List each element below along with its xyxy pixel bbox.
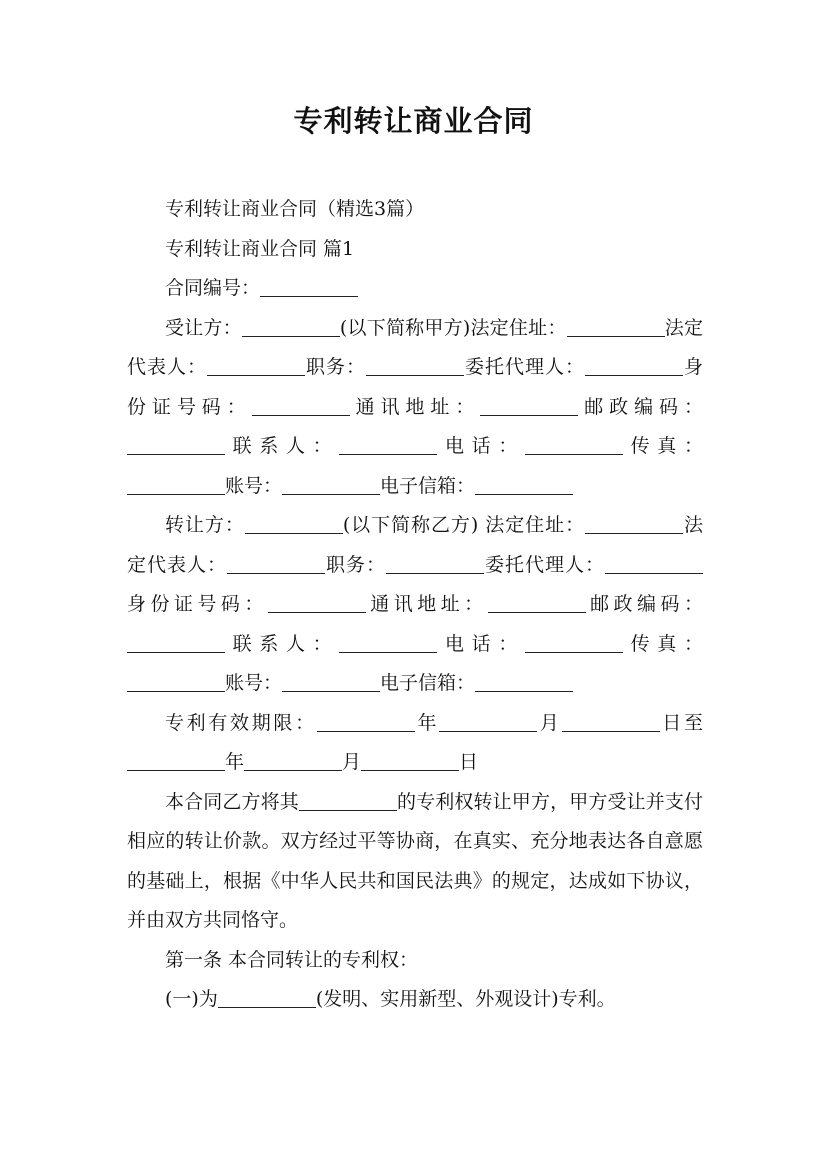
validity-start-month-unit: 月 <box>537 711 562 734</box>
intro-part-1: 本合同乙方将其 <box>165 790 299 813</box>
contract-number-label: 合同编号： <box>165 277 261 299</box>
party-b-id-label: 身份证号码： <box>127 593 268 615</box>
validity-start-year-unit: 年 <box>414 711 440 734</box>
party-b-mail-address-blank <box>488 593 586 613</box>
party-a-name-blank <box>242 317 340 337</box>
party-a-paragraph <box>127 309 703 507</box>
intro-patent-blank <box>299 791 397 811</box>
intro-part-2: 的专利权转让甲方，甲方受让并支付相应的转让价款。双方经过平等协商，在真实、充分地表达各自意愿的基础上，根据《中华人民共和国民法典》的规定，达成如下协议，并由双方共同恪守。 <box>127 790 703 931</box>
party-b-postcode-label: 邮政编码： <box>585 593 703 615</box>
party-a-id-blank <box>252 396 350 416</box>
validity-end-month-unit: 月 <box>342 751 362 773</box>
party-a-agent-blank <box>585 356 683 376</box>
contract-number-blank <box>260 277 358 297</box>
party-b-agent-label: 委托代理人： <box>484 553 605 576</box>
party-b-email-label: 电子信箱： <box>380 672 476 694</box>
part-heading: 专利转让商业合同 篇1 <box>165 237 355 260</box>
contract-number-line <box>127 269 703 309</box>
party-b-agent-blank <box>605 554 703 574</box>
party-a-account-blank <box>282 475 380 495</box>
party-b-address-blank <box>585 514 683 534</box>
party-b-email-blank <box>475 672 573 692</box>
party-a-contact-blank <box>339 435 437 455</box>
party-b-account-label: 账号： <box>225 672 283 694</box>
party-a-mail-address-blank <box>480 396 578 416</box>
party-b-account-blank <box>282 672 380 692</box>
party-a-legal-rep-blank <box>207 356 305 376</box>
item-1-type-blank <box>218 988 316 1008</box>
article-1-item-1 <box>127 980 703 1020</box>
validity-paragraph <box>127 704 703 783</box>
validity-end-month-blank <box>244 751 342 771</box>
party-a-phone-label: 电话： <box>437 435 525 457</box>
party-b-contact-label: 联系人： <box>225 632 340 655</box>
party-a-email-blank <box>475 475 573 495</box>
party-b-contact-blank <box>339 633 437 653</box>
validity-start-day-blank <box>562 712 660 732</box>
party-a-id-label: 身份证号码： <box>127 356 703 418</box>
article-1-heading: 第一条 本合同转让的专利权： <box>165 948 419 971</box>
party-a-postcode-blank <box>127 435 225 455</box>
item-1-suffix: (发明、实用新型、外观设计)专利。 <box>315 988 616 1010</box>
party-b-role-label: 转让方： <box>165 514 245 536</box>
party-a-role-label: 受让方： <box>165 316 242 339</box>
validity-end-year-blank <box>127 751 225 771</box>
party-b-position-blank <box>386 554 484 574</box>
party-a-mail-address-label: 通讯地址： <box>349 395 481 418</box>
party-a-postcode-label: 邮政编码： <box>578 395 703 418</box>
validity-end-year-unit: 年 <box>225 751 245 773</box>
party-b-legal-rep-blank <box>227 554 325 574</box>
party-b-legal-rep-label: 法定代表人： <box>127 514 703 576</box>
party-b-name-blank <box>245 514 343 534</box>
validity-start-day-unit: 日 <box>659 711 684 734</box>
validity-end-day-blank <box>361 751 459 771</box>
party-b-position-label: 职务： <box>325 553 386 576</box>
validity-label: 专利有效期限： <box>165 711 317 734</box>
party-b-phone-blank <box>525 633 623 653</box>
party-a-phone-blank <box>525 435 623 455</box>
party-a-position-blank <box>366 356 464 376</box>
party-a-position-label: 职务： <box>305 356 366 378</box>
validity-end-day-unit: 日 <box>459 751 479 773</box>
party-b-phone-label: 电话： <box>437 632 525 655</box>
party-a-contact-label: 联系人： <box>225 435 340 457</box>
party-a-email-label: 电子信箱： <box>380 474 476 497</box>
party-a-agent-label: 委托代理人： <box>464 356 585 378</box>
party-b-mail-address-label: 通讯地址： <box>365 593 488 615</box>
party-b-postcode-blank <box>127 633 225 653</box>
document-body <box>127 190 703 1020</box>
validity-start-year-blank <box>317 712 415 732</box>
party-b-id-blank <box>268 593 366 613</box>
party-a-legal-rep-label: 法定代表人： <box>127 316 703 378</box>
document-title: 专利转让商业合同 <box>293 104 534 138</box>
party-a-account-label: 账号： <box>225 474 283 497</box>
party-a-fax-blank <box>127 475 225 495</box>
validity-start-month-blank <box>439 712 537 732</box>
party-b-fax-blank <box>127 672 225 692</box>
party-a-address-blank <box>567 317 665 337</box>
subtitle: 专利转让商业合同（精选3篇） <box>165 198 425 220</box>
intro-paragraph <box>127 783 703 941</box>
item-1-prefix: (一)为 <box>165 988 218 1010</box>
party-b-after-role: (以下简称乙方) 法定住址： <box>342 514 586 536</box>
party-b-paragraph <box>127 506 703 704</box>
party-b-fax-label: 传真： <box>622 632 703 655</box>
validity-to: 至 <box>683 711 703 734</box>
party-a-fax-label: 传真： <box>622 435 703 457</box>
party-a-after-role: (以下简称甲方)法定住址： <box>339 316 567 339</box>
